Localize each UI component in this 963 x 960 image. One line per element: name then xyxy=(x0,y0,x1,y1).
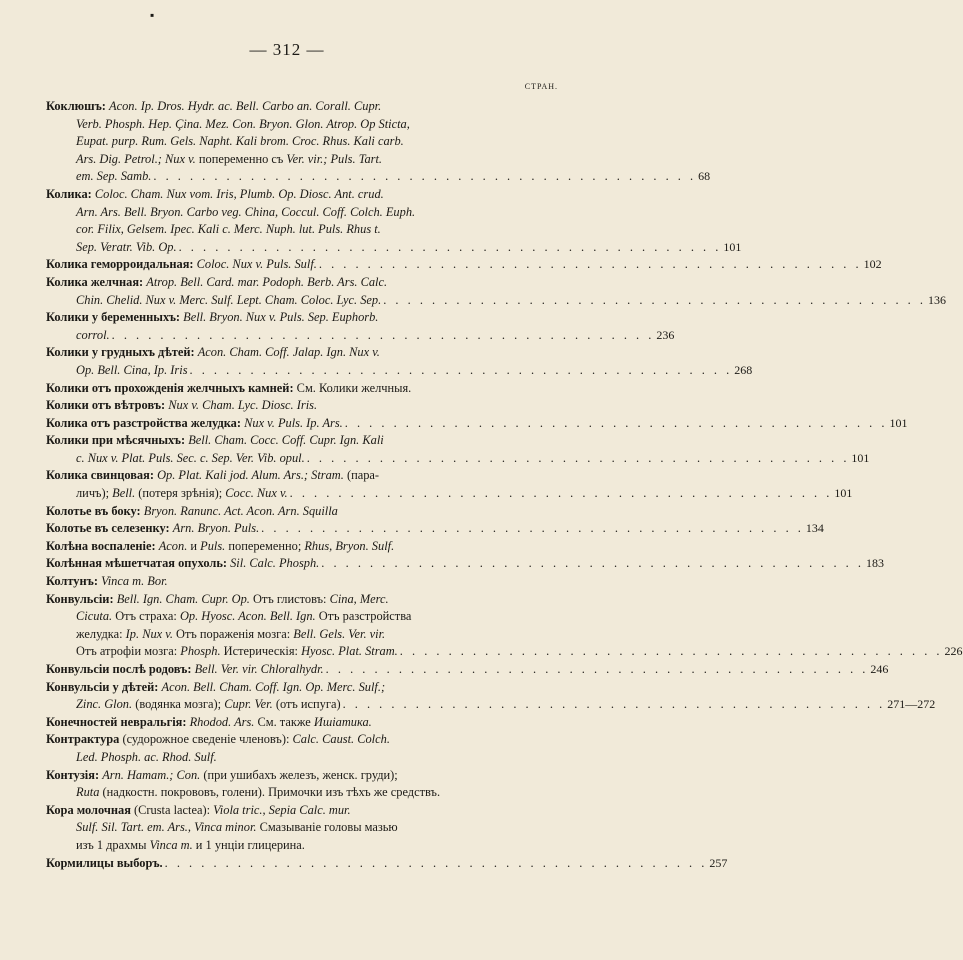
entry-page-number: 101 xyxy=(723,239,742,254)
entry-line xyxy=(46,555,884,573)
entry-page-number: 226 xyxy=(944,644,963,659)
index-entry xyxy=(46,380,550,398)
leader-dots: . . . . . . . . . . . . . . . . . . . . . . . . . . . . . . . . . . . . . . . . . . . . . xyxy=(306,450,850,465)
page-number: — 312 — xyxy=(249,40,325,59)
entry-line: Контузія: Arn. Hamam.; Con. (при ушибахъ железъ, женск. груди); xyxy=(46,767,398,782)
entry-line: Коклюшъ: Acon. Ip. Dros. Hydr. ac. Bell. Carbo an. Corall. Cupr. xyxy=(46,99,382,113)
entry-line: Eupat. purp. Rum. Gels. Napht. Kali brom. Croc. Rhus. Kali carb. xyxy=(76,134,404,149)
leader-dots: . . . . . . . . . . . . . . . . . . . . . . . . . . . . . . . . . . . . . . . . . . . . . xyxy=(189,362,733,377)
entry-line: Конечностей невральгія: Rhodod. Ars. См. также Ишіатика. xyxy=(46,714,372,729)
entry-text: Отъ атрофіи мозга: Phosph. Истерическія: Hyosc. Plat. Stram. xyxy=(76,644,398,659)
entry-text: Колика отъ разстройства желудка: Nux v. Puls. Ip. Ars. xyxy=(46,415,343,430)
leader-dots: . . . . . . . . . . . . . . . . . . . . . . . . . . . . . . . . . . . . . . . . . . . . . xyxy=(164,855,708,870)
index-entry xyxy=(46,802,550,855)
index-entry xyxy=(46,573,550,591)
column-header: СТРАН. xyxy=(524,82,558,91)
entry-line xyxy=(46,450,870,468)
index-entry xyxy=(46,520,824,538)
index-entry xyxy=(46,186,742,256)
leader-dots: . . . . . . . . . . . . . . . . . . . . . . . . . . . . . . . . . . . . . . . . . . . . . xyxy=(383,292,926,307)
leader-dots: . . . . . . . . . . . . . . . . . . . . . . . . . . . . . . . . . . . . . . . . . . . . . xyxy=(261,521,804,536)
index-entry xyxy=(46,98,711,186)
index-entry xyxy=(46,661,889,679)
entry-page-number: 257 xyxy=(709,855,728,870)
index-entry xyxy=(46,503,550,521)
entry-line xyxy=(46,168,711,186)
index-entry xyxy=(46,274,946,309)
index-entry xyxy=(46,555,884,573)
index-entry xyxy=(46,256,882,274)
entry-text: Конвульсіи послѣ родовъ: Bell. Ver. vir. Chloralhydr. xyxy=(46,662,324,676)
entry-page-number: 134 xyxy=(805,521,824,536)
entry-line xyxy=(46,485,853,503)
entry-line: Колтунъ: Vinca m. Bor. xyxy=(46,574,168,589)
entry-page-number: 136 xyxy=(927,292,946,307)
leader-dots: . . . . . . . . . . . . . . . . . . . . . . . . . . . . . . . . . . . . . . . . . . . . . xyxy=(325,662,869,676)
entry-line xyxy=(46,415,908,433)
index-entry xyxy=(46,344,753,379)
entry-text: c. Nux v. Plat. Puls. Sec. c. Sep. Ver. Vib. opul. xyxy=(76,450,305,465)
leader-dots: . . . . . . . . . . . . . . . . . . . . . . . . . . . . . . . . . . . . . . . . . . . . . xyxy=(399,644,943,659)
entry-line xyxy=(46,643,963,661)
entry-line: Контрактура (судорожное сведеніе членовъ): Calc. Caust. Colch. xyxy=(46,732,390,747)
entry-line: Sulf. Sil. Tart. em. Ars., Vinca minor. Смазываніе головы мазью xyxy=(76,820,398,835)
entry-line: Ars. Dig. Petrol.; Nux v. попеременно съ Ver. vir.; Puls. Tart. xyxy=(76,151,383,166)
entry-text: em. Sep. Samb. xyxy=(76,169,152,184)
index-entry xyxy=(46,679,936,714)
entry-line xyxy=(46,292,946,310)
index-entry xyxy=(46,731,550,766)
entry-line: Колика: Coloc. Cham. Nux vom. Iris, Plumb. Op. Diosc. Ant. crud. xyxy=(46,186,384,201)
entry-line: Verb. Phosph. Hep. Çina. Mez. Con. Bryon. Glon. Atrop. Op Sticta, xyxy=(76,116,410,131)
leader-dots: . . . . . . . . . . . . . . . . . . . . . . . . . . . . . . . . . . . . . . . . . . . . . xyxy=(321,556,864,571)
entry-line: Cicuta. Отъ страха: Op. Hyosc. Acon. Bell. Ign. Отъ разстройства xyxy=(76,609,412,624)
entry-page-number: 236 xyxy=(656,327,675,342)
entry-line: Кора молочная (Crusta lactea): Viola tric., Sepia Calc. mur. xyxy=(46,802,351,817)
entry-line xyxy=(46,520,824,538)
entry-line xyxy=(46,327,675,345)
leader-dots: . . . . . . . . . . . . . . . . . . . . . . . . . . . . . . . . . . . . . . . . . . . . . xyxy=(178,239,722,254)
index-entry xyxy=(46,538,550,556)
index-entry xyxy=(46,432,870,467)
entry-text: Zinc. Glon. (водянка мозга); Cupr. Ver. (отъ испуга) xyxy=(76,697,341,712)
leader-dots: . . . . . . . . . . . . . . . . . . . . . . . . . . . . . . . . . . . . . . . . . . . . . xyxy=(111,327,655,342)
entry-text: Кормилицы выборъ. xyxy=(46,855,163,870)
print-mark: ▪ xyxy=(150,8,155,22)
entry-line: Колики отъ вѣтровъ: Nux v. Cham. Lyc. Diosc. Iris. xyxy=(46,398,318,413)
index-entry xyxy=(46,714,550,732)
entry-line xyxy=(46,362,753,380)
leader-dots: . . . . . . . . . . . . . . . . . . . . . . . . . . . . . . . . . . . . . . . . . . . . . xyxy=(289,486,833,501)
entry-text: Колика геморроидальная: Coloc. Nux v. Puls. Sulf. xyxy=(46,257,317,272)
index-entries xyxy=(46,98,963,872)
entry-line xyxy=(46,661,889,679)
entry-page-number: 101 xyxy=(889,415,908,430)
entry-page-number: 183 xyxy=(865,556,884,571)
entry-page-number: 101 xyxy=(851,450,870,465)
entry-page-number: 246 xyxy=(870,662,889,676)
entry-text: Sep. Veratr. Vib. Op. xyxy=(76,239,177,254)
index-entry xyxy=(46,397,550,415)
entry-line xyxy=(46,256,882,274)
leader-dots: . . . . . . . . . . . . . . . . . . . . . . . . . . . . . . . . . . . . . . . . . . . . . xyxy=(153,169,697,184)
index-entry xyxy=(46,309,675,344)
entry-line: Колѣна воспаленіе: Acon. и Puls. попеременно; Rhus, Bryon. Sulf. xyxy=(46,538,395,553)
entry-line: Колики у грудныхъ дѣтей: Acon. Cham. Coff. Jalap. Ign. Nux v. xyxy=(46,345,380,360)
index-entry xyxy=(46,591,963,661)
entry-line: Колики отъ прохожденія желчныхъ камней: См. Колики желчныя. xyxy=(46,380,412,395)
entry-text: Op. Bell. Cina, Ip. Iris xyxy=(76,362,188,377)
entry-page-number: 101 xyxy=(834,486,853,501)
entry-text: Колѣнная мѣшетчатая опухоль: Sil. Calc. Phosph. xyxy=(46,556,320,571)
entry-line: Arn. Ars. Bell. Bryon. Carbo veg. China, Coccul. Coff. Colch. Euph. xyxy=(76,204,416,219)
entry-line: Ruta (надкостн. покрововъ, голени). Примочки изъ тѣхъ же средствъ. xyxy=(76,785,441,800)
entry-line xyxy=(46,696,936,714)
entry-line: Конвульсіи у дѣтей: Acon. Bell. Cham. Coff. Ign. Op. Merc. Sulf.; xyxy=(46,679,386,694)
leader-dots: . . . . . . . . . . . . . . . . . . . . . . . . . . . . . . . . . . . . . . . . . . . . . xyxy=(342,697,886,712)
entry-text: Колотье въ селезенку: Arn. Bryon. Puls. xyxy=(46,521,260,536)
entry-line: Led. Phosph. ac. Rhod. Sulf. xyxy=(76,749,217,764)
index-entry xyxy=(46,767,550,802)
entry-line: изъ 1 драхмы Vinca m. и 1 унціи глицерина. xyxy=(76,837,305,852)
entry-text: corrol. xyxy=(76,327,110,342)
entry-line xyxy=(46,855,728,873)
entry-line: Колика свинцовая: Op. Plat. Kali jod. Alum. Ars.; Stram. (пара- xyxy=(46,468,380,483)
entry-line: cor. Filix, Gelsem. Ipec. Kali c. Merc. Nuph. lut. Puls. Rhus t. xyxy=(76,222,381,237)
entry-text: Chin. Chelid. Nux v. Merc. Sulf. Lept. Cham. Coloc. Lyc. Sep. xyxy=(76,292,382,307)
index-entry xyxy=(46,415,908,433)
entry-line: Колика желчная: Atrop. Bell. Card. mar. Podoph. Berb. Ars. Calc. xyxy=(46,274,388,289)
entry-page-number: 102 xyxy=(863,257,882,272)
entry-line: Колики у беременныхъ: Bell. Bryon. Nux v. Puls. Sep. Euphorb. xyxy=(46,310,379,325)
index-entry xyxy=(46,467,853,502)
entry-line: Колики при мѣсячныхъ: Bell. Cham. Cocc. Coff. Cupr. Ign. Kali xyxy=(46,433,384,448)
entry-line xyxy=(46,239,742,257)
leader-dots: . . . . . . . . . . . . . . . . . . . . . . . . . . . . . . . . . . . . . . . . . . . . . xyxy=(318,257,862,272)
index-entry xyxy=(46,855,728,873)
entry-line: желудка: Ip. Nux v. Отъ пораженія мозга: Bell. Gels. Ver. vir. xyxy=(76,626,386,641)
entry-line: Конвульсіи: Bell. Ign. Cham. Cupr. Op. Отъ глистовъ: Cina, Merc. xyxy=(46,591,389,606)
entry-text: личъ); Bell. (потеря зрѣнія); Cocc. Nux v. xyxy=(76,486,288,501)
entry-page-number: 268 xyxy=(734,362,753,377)
entry-line: Колотье въ боку: Bryon. Ranunc. Act. Acon. Arn. Squilla xyxy=(46,503,338,518)
leader-dots: . . . . . . . . . . . . . . . . . . . . . . . . . . . . . . . . . . . . . . . . . . . . . xyxy=(344,415,888,430)
entry-page-number: 68 xyxy=(698,169,711,184)
entry-page-number: 271—272 xyxy=(887,697,936,712)
